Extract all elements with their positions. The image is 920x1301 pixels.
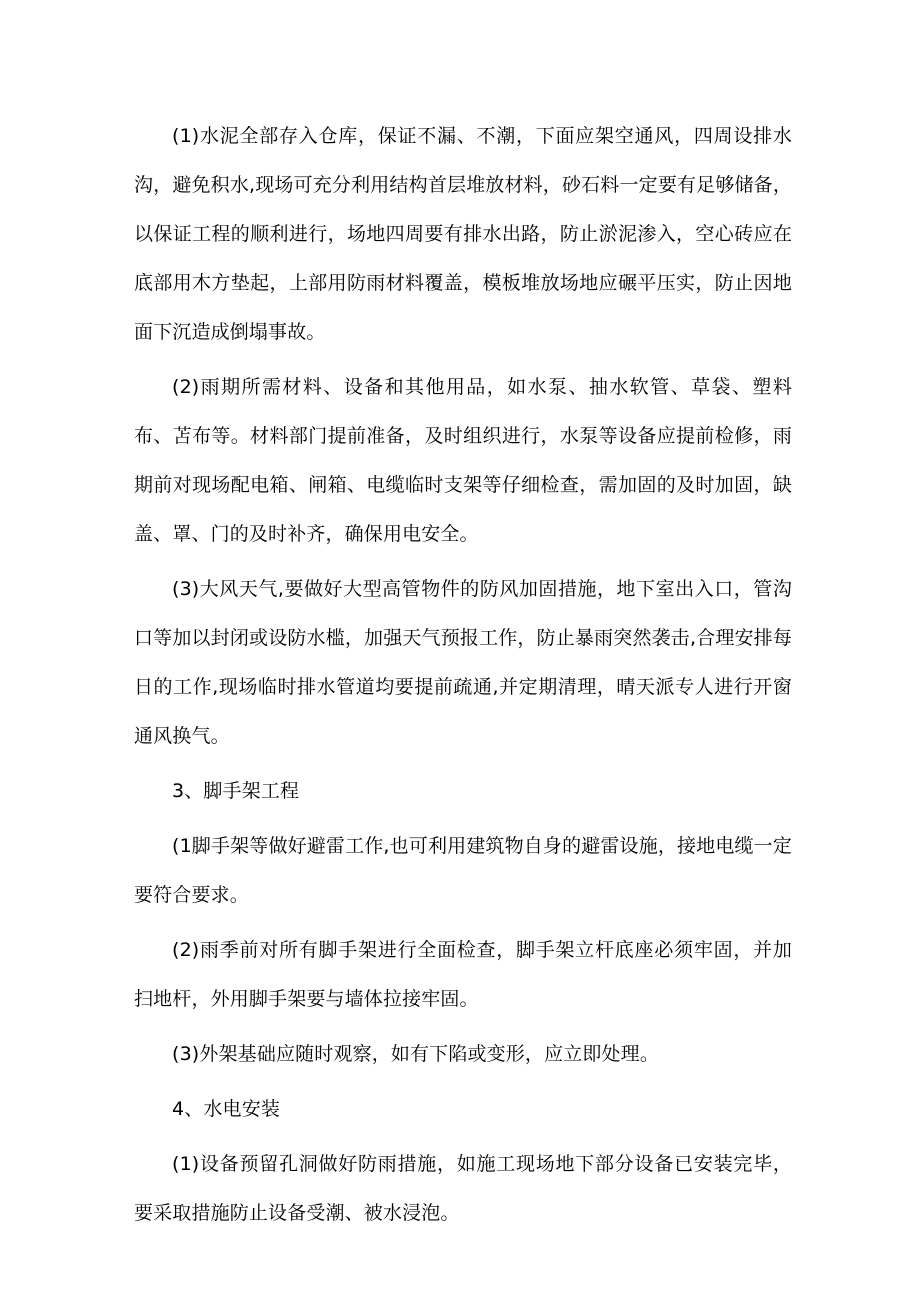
paragraph-windy-weather: (3)大风天气,要做好大型高管物件的防风加固措施，地下室出入口，管沟口等加以封闭或设防水槛，加强天气预报工作，防止暴雨突然袭击,合理安排每日的工作,现场临时排水管道均要提前疏通,并定期清理，晴天派专人进行开窗通风换气。 [134,578,792,747]
section-heading-scaffolding: 3、脚手架工程 [172,780,300,802]
section-heading-plumbing-electrical: 4、水电安装 [172,1098,280,1120]
document-body [134,112,792,1238]
paragraph-rainy-materials: (2)雨期所需材料、设备和其他用品，如水泵、抽水软管、草袋、塑料布、苫布等。材料部门提前准备，及时组织进行，水泵等设备应提前检修，雨期前对现场配电箱、闸箱、电缆临时支架等仔细检查，需加固的及时加固，缺盖、罩、门的及时补齐，确保用电安全。 [134,376,792,545]
paragraph-scaffold-foundation: (3)外架基础应随时观察，如有下陷或变形，应立即处理。 [172,1043,659,1065]
paragraph-cement-storage: (1)水泥全部存入仓库，保证不漏、不潮，下面应架空通风，四周设排水沟，避免积水,现场可充分利用结构首层堆放材料，砂石料一定要有足够储备，以保证工程的顺利进行，场地四周要有排水出路，防止淤泥渗入，空心砖应在底部用木方垫起，上部用防雨材料覆盖，模板堆放场地应碾平压实，防止因地面下沉造成倒塌事故。 [134,125,792,343]
paragraph-scaffold-lightning: (1脚手架等做好避雷工作,也可利用建筑物自身的避雷设施，接地电缆一定要符合要求。 [134,835,792,906]
paragraph-scaffold-inspection: (2)雨季前对所有脚手架进行全面检查，脚手架立杆底座必须牢固，并加扫地杆，外用脚手架要与墙体拉接牢固。 [134,939,792,1010]
paragraph-equipment-openings: (1)设备预留孔洞做好防雨措施，如施工现场地下部分设备已安装完毕，要采取措施防止设备受潮、被水浸泡。 [134,1153,792,1224]
